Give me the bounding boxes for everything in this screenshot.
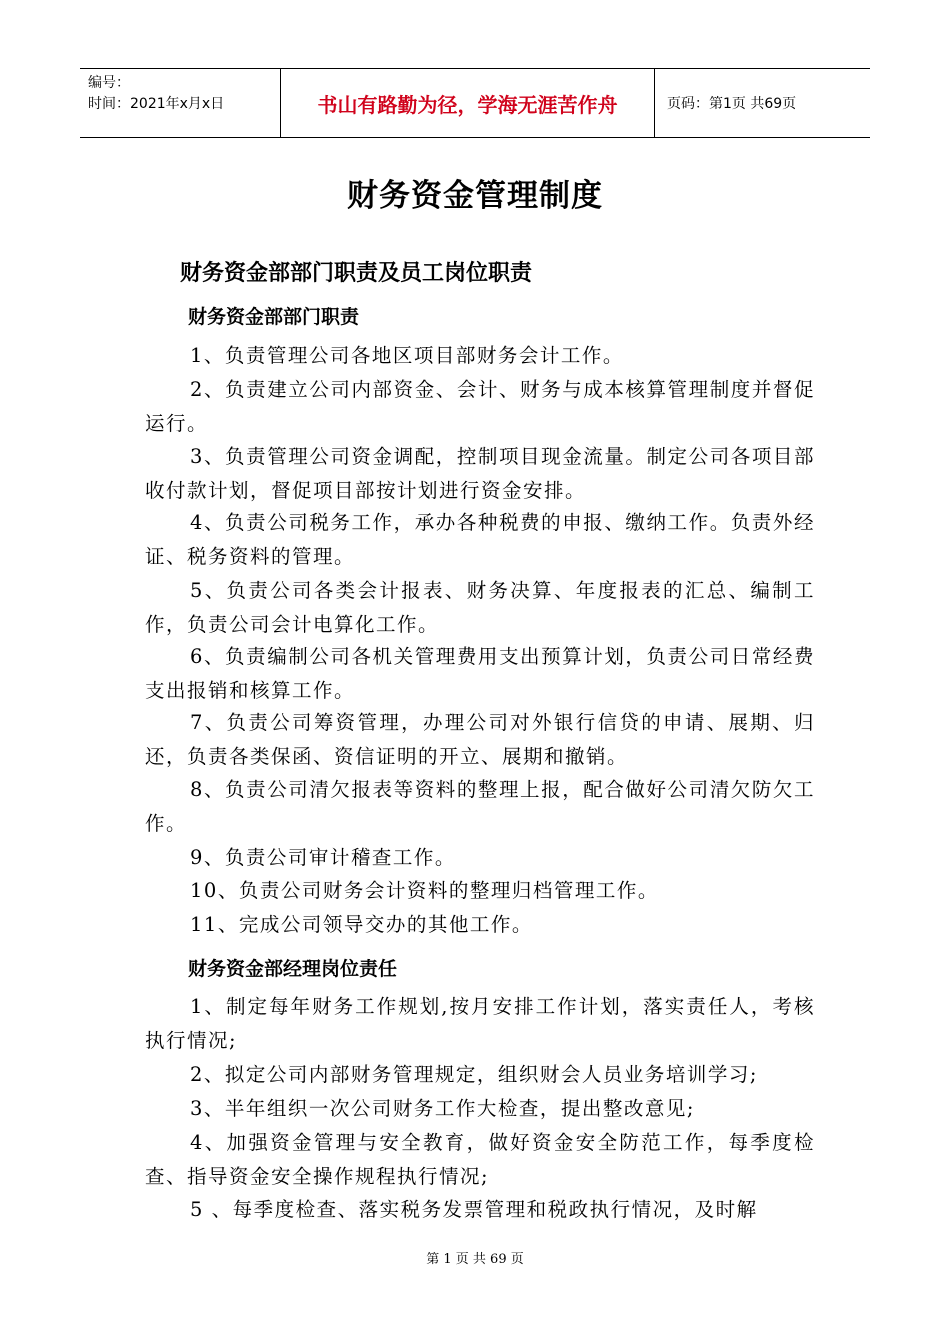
document-title: 财务资金管理制度 xyxy=(347,178,603,214)
list-item: 3、半年组织一次公司财务工作大检查，提出整改意见; xyxy=(190,1097,695,1120)
list-item: 6、负责编制公司各机关管理费用支出预算计划，负责公司日常经费支出报销和核算工作。 xyxy=(145,645,815,702)
page-footer: 第 1 页 共 69 页 xyxy=(426,1252,524,1267)
list-item: 5、负责公司各类会计报表、财务决算、年度报表的汇总、编制工作，负责公司会计电算化工作。 xyxy=(145,579,815,636)
list-item: 10、负责公司财务会计资料的整理归档管理工作。 xyxy=(190,879,659,902)
list-item: 4、负责公司税务工作，承办各种税费的申报、缴纳工作。负责外经证、税务资料的管理。 xyxy=(145,511,815,568)
list-item: 2、负责建立公司内部资金、会计、财务与成本核算管理制度并督促运行。 xyxy=(145,378,815,435)
list-item: 5 、每季度检查、落实税务发票管理和税政执行情况，及时解 xyxy=(190,1198,758,1221)
document-header xyxy=(80,68,870,138)
list-item: 1、负责管理公司各地区项目部财务会计工作。 xyxy=(190,344,624,367)
list-item: 3、负责管理公司资金调配，控制项目现金流量。制定公司各项目部收付款计划，督促项目部按计划进行资金安排。 xyxy=(145,445,815,502)
list-item: 11、完成公司领导交办的其他工作。 xyxy=(190,913,533,936)
subsection-title: 财务资金部部门职责 xyxy=(188,306,360,328)
list-item: 7、负责公司筹资管理，办理公司对外银行信贷的申请、展期、归还，负责各类保函、资信证明的开立、展期和撤销。 xyxy=(145,711,815,768)
list-item: 2、拟定公司内部财务管理规定，组织财会人员业务培训学习; xyxy=(190,1063,758,1086)
list-item: 9、负责公司审计稽查工作。 xyxy=(190,846,456,869)
list-item: 4、加强资金管理与安全教育，做好资金安全防范工作，每季度检查、指导资金安全操作规程执行情况; xyxy=(145,1131,815,1188)
list-item: 8、负责公司清欠报表等资料的整理上报，配合做好公司清欠防欠工作。 xyxy=(145,778,815,835)
header-page-info: 页码：第1页 共69页 xyxy=(667,96,797,112)
section-title: 财务资金部部门职责及员工岗位职责 xyxy=(180,261,533,286)
time-label: 时间：2021年x月x日 xyxy=(88,96,225,112)
subsection-title: 财务资金部经理岗位责任 xyxy=(188,958,398,980)
list-item: 1、制定每年财务工作规划,按月安排工作计划，落实责任人，考核执行情况; xyxy=(145,995,815,1052)
number-label: 编号： xyxy=(88,75,130,91)
header-motto: 书山有路勤为径，学海无涯苦作舟 xyxy=(281,69,655,137)
header-meta xyxy=(80,69,281,137)
